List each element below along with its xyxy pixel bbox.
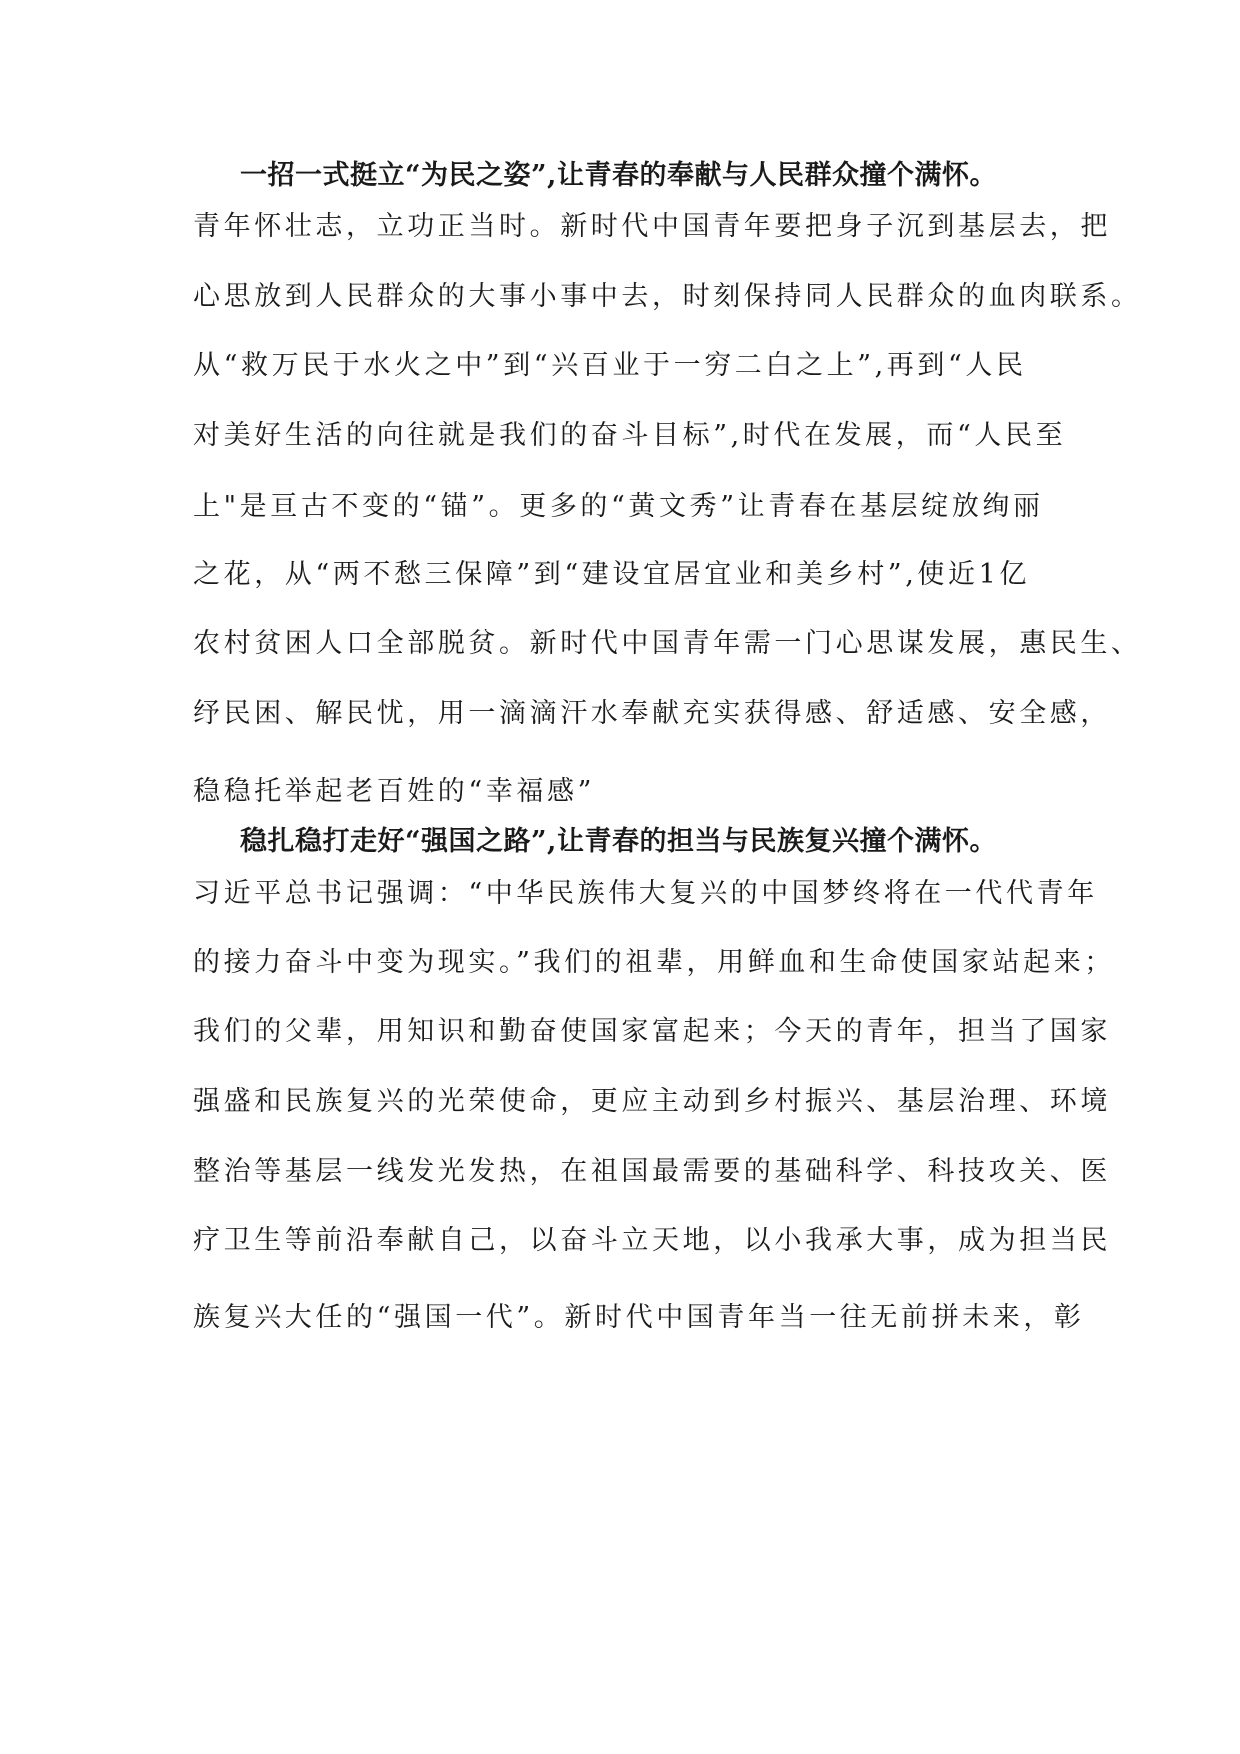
section-1-heading: 一招一式挺立“为民之姿”,让青春的奉献与人民群众撞个满怀。 (240, 160, 997, 191)
section-1-line: 心思放到人民群众的大事小事中去，时刻保持同人民群众的血肉联系。 (193, 281, 1142, 312)
section-1-line: 稳稳托举起老百姓的“幸福感” (193, 776, 596, 807)
section-2-line: 的接力奋斗中变为现实。”我们的祖辈，用鲜血和生命使国家站起来； (193, 947, 1115, 978)
section-2-line: 疗卫生等前沿奉献自己，以奋斗立天地，以小我承大事，成为担当民 (193, 1225, 1111, 1256)
section-1-line: 对美好生活的向往就是我们的奋斗目标”,时代在发展，而“人民至 (193, 420, 1067, 451)
section-2-line: 整治等基层一线发光发热，在祖国最需要的基础科学、科技攻关、医 (193, 1156, 1111, 1187)
section-2-heading: 稳扎稳打走好“强国之路”,让青春的担当与民族复兴撞个满怀。 (240, 826, 997, 857)
section-1-line: 之花，从“两不愁三保障”到“建设宜居宜业和美乡村”,使近1亿 (193, 559, 1030, 590)
section-2-line: 强盛和民族复兴的光荣使命，更应主动到乡村振兴、基层治理、环境 (193, 1086, 1111, 1117)
section-1-line: 上"是亘古不变的“锚”。更多的“黄文秀”让青春在基层绽放绚丽 (193, 491, 1044, 522)
section-2-line: 族复兴大任的“强国一代”。新时代中国青年当一往无前拼未来，彰 (193, 1302, 1085, 1333)
section-1-line: 青年怀壮志，立功正当时。新时代中国青年要把身子沉到基层去，把 (193, 211, 1111, 242)
section-1-line: 农村贫困人口全部脱贫。新时代中国青年需一门心思谋发展，惠民生、 (193, 628, 1142, 659)
section-2-line: 我们的父辈，用知识和勤奋使国家富起来；今天的青年，担当了国家 (193, 1016, 1111, 1047)
section-1-line: 从“救万民于水火之中”到“兴百业于一穷二白之上”,再到“人民 (193, 350, 1027, 381)
section-1-line: 纾民困、解民忧，用一滴滴汗水奉献充实获得感、舒适感、安全感， (193, 698, 1111, 729)
section-2-line: 习近平总书记强调：“中华民族伟大复兴的中国梦终将在一代代青年 (193, 878, 1098, 909)
